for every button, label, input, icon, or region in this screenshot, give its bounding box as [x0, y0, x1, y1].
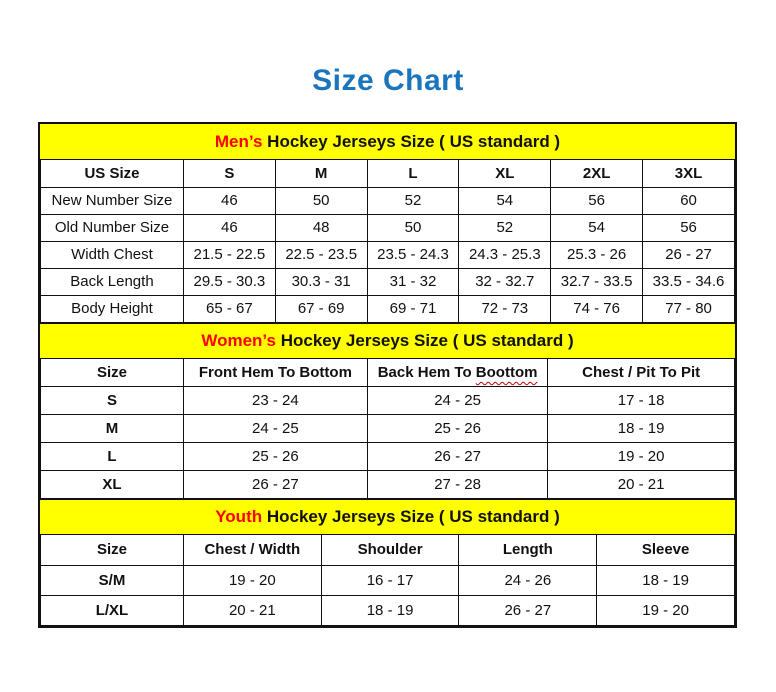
- table-cell: 21.5 - 22.5: [183, 241, 275, 268]
- table-cell: 24 - 26: [459, 565, 597, 595]
- table-cell: 20 - 21: [548, 471, 735, 499]
- table-row: [41, 241, 735, 268]
- table-cell: 27 - 28: [367, 471, 547, 499]
- table-cell: 46: [183, 187, 275, 214]
- table-cell: 48: [275, 214, 367, 241]
- table-cell: 54: [551, 214, 643, 241]
- table-cell: 19 - 20: [183, 565, 321, 595]
- table-row: [41, 595, 735, 625]
- table-cell: 65 - 67: [183, 295, 275, 322]
- table-cell: 23 - 24: [183, 387, 367, 415]
- table-cell: 33.5 - 34.6: [643, 268, 735, 295]
- table-cell: 31 - 32: [367, 268, 459, 295]
- table-cell: 18 - 19: [321, 595, 459, 625]
- row-label: New Number Size: [41, 187, 184, 214]
- table-cell: 60: [643, 187, 735, 214]
- row-label: Width Chest: [41, 241, 184, 268]
- youth-size-table: [40, 535, 735, 626]
- table-row: [41, 187, 735, 214]
- section-header-youth: [40, 499, 735, 535]
- column-header: L: [367, 160, 459, 187]
- column-header: US Size: [41, 160, 184, 187]
- section-header-mens-highlight: Men’s: [214, 131, 263, 151]
- section-header-youth-text: Hockey Jerseys Size ( US standard ): [262, 507, 560, 526]
- column-header: Shoulder: [321, 535, 459, 565]
- column-header: Size: [41, 535, 184, 565]
- mens-header-row: [41, 160, 735, 187]
- column-header: Size: [41, 359, 184, 387]
- table-cell: 25 - 26: [367, 415, 547, 443]
- row-label: S: [41, 387, 184, 415]
- table-cell: 19 - 20: [548, 443, 735, 471]
- row-label: L/XL: [41, 595, 184, 625]
- section-header-youth-highlight: Youth: [215, 507, 263, 526]
- table-cell: 24 - 25: [183, 415, 367, 443]
- table-cell: 25.3 - 26: [551, 241, 643, 268]
- table-cell: 69 - 71: [367, 295, 459, 322]
- table-cell: 52: [459, 214, 551, 241]
- size-chart-table: [38, 122, 737, 628]
- table-cell: 30.3 - 31: [275, 268, 367, 295]
- row-label: Back Length: [41, 268, 184, 295]
- column-header: 2XL: [551, 160, 643, 187]
- column-header: Sleeve: [597, 535, 735, 565]
- table-cell: 19 - 20: [597, 595, 735, 625]
- table-cell: 25 - 26: [183, 443, 367, 471]
- row-label: M: [41, 415, 184, 443]
- table-row: [41, 415, 735, 443]
- table-row: [41, 295, 735, 322]
- table-cell: 24 - 25: [367, 387, 547, 415]
- table-row: [41, 268, 735, 295]
- column-header: S: [183, 160, 275, 187]
- table-row: [41, 443, 735, 471]
- table-row: [41, 471, 735, 499]
- table-cell: 22.5 - 23.5: [275, 241, 367, 268]
- table-cell: 26 - 27: [183, 471, 367, 499]
- row-label: L: [41, 443, 184, 471]
- womens-header-row: [41, 359, 735, 387]
- table-row: [41, 565, 735, 595]
- row-label: XL: [41, 471, 184, 499]
- column-header: 3XL: [643, 160, 735, 187]
- table-cell: 32 - 32.7: [459, 268, 551, 295]
- table-cell: 29.5 - 30.3: [183, 268, 275, 295]
- table-cell: 56: [643, 214, 735, 241]
- section-header-mens-text: Hockey Jerseys Size ( US standard ): [262, 131, 561, 151]
- table-cell: 50: [367, 214, 459, 241]
- table-cell: 32.7 - 33.5: [551, 268, 643, 295]
- row-label: Old Number Size: [41, 214, 184, 241]
- table-cell: 26 - 27: [643, 241, 735, 268]
- youth-header-row: [41, 535, 735, 565]
- column-header-text: Back Hem To: [377, 363, 476, 381]
- column-header: Chest / Width: [183, 535, 321, 565]
- section-header-mens: [40, 124, 735, 160]
- table-cell: 67 - 69: [275, 295, 367, 322]
- table-cell: 20 - 21: [183, 595, 321, 625]
- table-row: [41, 387, 735, 415]
- misspelled-word: Boottom: [475, 363, 538, 381]
- row-label: S/M: [41, 565, 184, 595]
- table-cell: 46: [183, 214, 275, 241]
- table-cell: 26 - 27: [367, 443, 547, 471]
- table-cell: 18 - 19: [597, 565, 735, 595]
- table-cell: 72 - 73: [459, 295, 551, 322]
- table-cell: 52: [367, 187, 459, 214]
- table-cell: 17 - 18: [548, 387, 735, 415]
- row-label: Body Height: [41, 295, 184, 322]
- section-header-womens-text: Hockey Jerseys Size ( US standard ): [275, 330, 574, 350]
- table-cell: 18 - 19: [548, 415, 735, 443]
- mens-size-table: [40, 160, 735, 323]
- table-cell: 24.3 - 25.3: [459, 241, 551, 268]
- table-cell: 77 - 80: [643, 295, 735, 322]
- table-cell: 50: [275, 187, 367, 214]
- table-row: [41, 214, 735, 241]
- column-header: Front Hem To Bottom: [183, 359, 367, 387]
- table-cell: 56: [551, 187, 643, 214]
- section-header-womens-highlight: Women’s: [201, 330, 276, 350]
- table-cell: 54: [459, 187, 551, 214]
- column-header: XL: [459, 160, 551, 187]
- table-cell: 23.5 - 24.3: [367, 241, 459, 268]
- page-title: Size Chart: [312, 64, 464, 97]
- table-cell: 26 - 27: [459, 595, 597, 625]
- table-cell: 16 - 17: [321, 565, 459, 595]
- column-header: Chest / Pit To Pit: [548, 359, 735, 387]
- column-header: M: [275, 160, 367, 187]
- column-header: Length: [459, 535, 597, 565]
- table-cell: 74 - 76: [551, 295, 643, 322]
- section-header-womens: [40, 323, 735, 359]
- column-header: [367, 359, 547, 387]
- womens-size-table: [40, 359, 735, 500]
